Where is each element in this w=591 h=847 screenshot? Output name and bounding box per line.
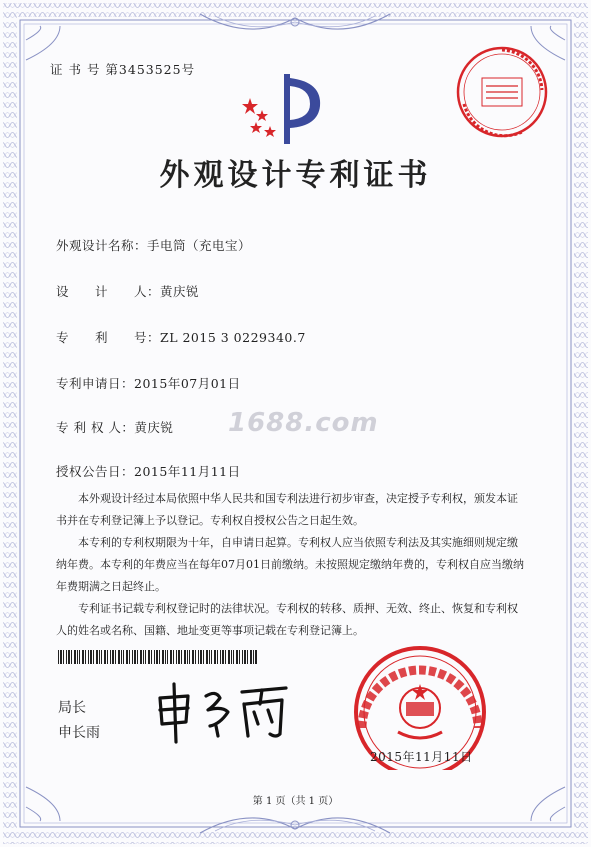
paragraph-legal-status: 专利证书记载专利权登记时的法律状况。专利权的转移、质押、无效、终止、恢复和专利权人的姓名或名称、国籍、地址变更等事项记载在专利登记簿上。 bbox=[56, 602, 518, 637]
field-value: 黄庆锐 bbox=[160, 284, 200, 299]
issue-date: 2015年11月11日 bbox=[370, 750, 473, 764]
page-title: 外观设计专利证书 bbox=[159, 158, 432, 193]
chief-title: 局长 bbox=[58, 700, 86, 716]
paragraph-grant: 本外观设计经过本局依照中华人民共和国专利法进行初步审查，决定授予专利权，颁发本证书并在专利登记簿上予以登记。专利权自授权公告之日起生效。 bbox=[56, 492, 518, 527]
certificate-number: 证 书 号 第3453525号 bbox=[50, 62, 196, 77]
barcode bbox=[58, 650, 258, 664]
field-label: 专 利 号： bbox=[56, 330, 161, 345]
signature bbox=[150, 676, 300, 746]
field-value: ZL 2015 3 0229340.7 bbox=[160, 330, 306, 345]
tax-seal-stamp bbox=[452, 42, 552, 142]
field-patent-number bbox=[56, 328, 306, 346]
field-label: 外观设计名称： bbox=[56, 238, 148, 253]
chief-name: 申长雨 bbox=[58, 725, 100, 741]
field-grant-date bbox=[56, 462, 241, 480]
field-designer bbox=[56, 282, 199, 300]
field-label: 专 利 权 人： bbox=[56, 420, 135, 435]
field-label: 授权公告日： bbox=[56, 464, 135, 479]
paragraph-term: 本专利的专利权期限为十年，自申请日起算。专利权人应当依照专利法及其实施细则规定缴纳年费。本专利的年费应当在每年07月01日前缴纳。未按照规定缴纳年费的，专利权自应当缴纳年费期满之日起终止。 bbox=[56, 536, 524, 593]
field-value: 2015年07月01日 bbox=[134, 376, 241, 391]
field-patentee bbox=[56, 418, 173, 436]
patent-office-logo-icon bbox=[240, 68, 330, 148]
field-design-name bbox=[56, 236, 251, 254]
field-value: 黄庆锐 bbox=[134, 420, 174, 435]
watermark: 1688.com bbox=[228, 408, 379, 438]
field-label: 设 计 人： bbox=[56, 284, 161, 299]
field-value: 手电筒（充电宝） bbox=[147, 238, 252, 253]
field-application-date bbox=[56, 374, 241, 392]
field-label: 专利申请日： bbox=[56, 376, 135, 391]
field-value: 2015年11月11日 bbox=[134, 464, 241, 479]
page-footer: 第 1 页（共 1 页） bbox=[252, 796, 339, 807]
